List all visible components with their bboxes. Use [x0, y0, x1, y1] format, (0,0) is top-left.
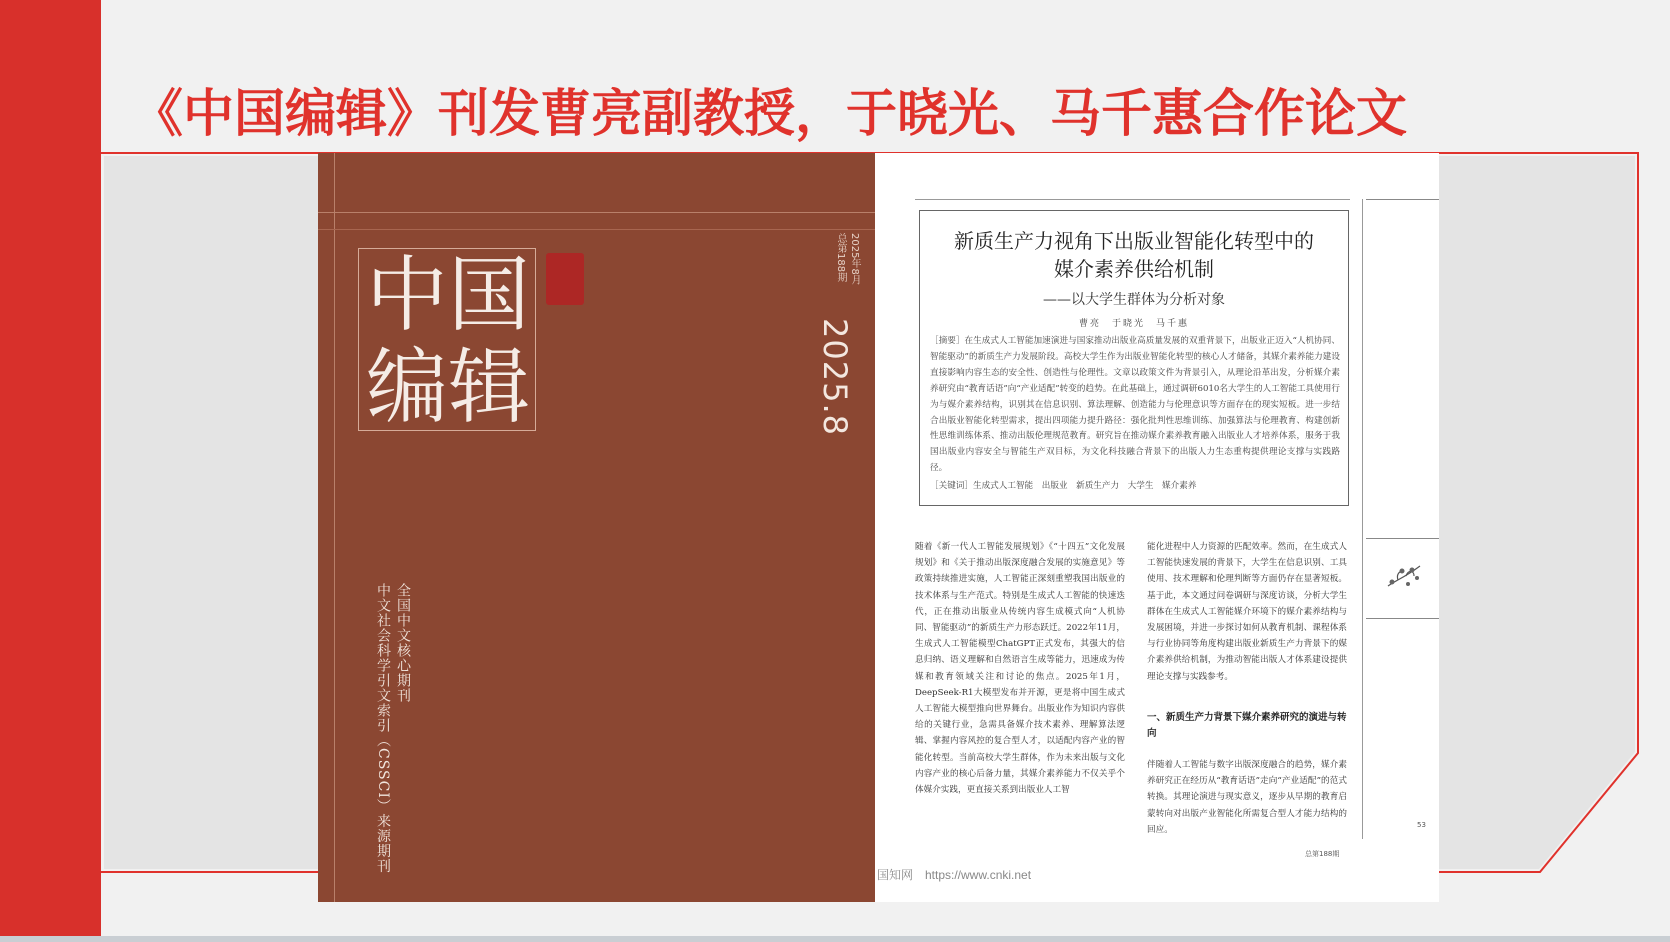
left-accent-bar: [0, 0, 101, 942]
body-column-2: 能化进程中人力资源的匹配效率。然而，在生成式人工智能快速发展的背景下，大学生在信息识别、工具使用、技术理解和伦理判断等方面仍存在显著短板。基于此，本文通过问卷调研与深度访谈，分析大学生群体在生成式人工智能媒介环境下的媒介素养结构与发展困境，并进一步探讨如何从教育机制、课程体系与行业协同等角度构建出版业新质生产力背景下的媒介素养供给机制，为推动智能出版人才体系建设提供理论支撑与实践参考。: [1147, 542, 1347, 682]
article-page-image: [875, 153, 1439, 902]
article-subtitle: ——以大学生群体为分析对象: [1043, 292, 1225, 308]
total-issue-label: 总第188期: [1305, 850, 1340, 858]
cssci-journal-text: 中文社会科学引文索引（CSSCI）来源期刊: [375, 583, 391, 874]
page-rule: [1366, 618, 1439, 619]
article-authors: 曹亮 于晓光 马千惠: [1078, 319, 1189, 329]
article-abstract: ［摘要］在生成式人工智能加速演进与国家推动出版业高质量发展的双重背景下，出版业正迈入“人机协同、智能驱动”的新质生产力发展阶段。高校大学生作为出版业智能化转型的核心人才储备，其媒介素养能力建设直接影响内容生态的安全性、创造性与伦理性。文章以政策文件为背景引入，从理论沿革出发，分析媒介素养研究由“教育话语”向“产业适配”转变的趋势。在此基础上，通过调研6010名大学生的人工智能工具使用行为与媒介素养结构，识别其在信息识别、算法理解、创造能力与伦理意识等方面存在的现实短板。进一步结合出版业智能化转型需求，提出四项能力提升路径：强化批判性思维训练、加强算法与伦理教育、构建创新性思维训练体系、推动出版伦理规范教育。研究旨在推动媒介素养教育融入出版业人才培养体系，服务于我国出版业内容安全与智能生产双目标，为文化科技融合背景下的出版人力生态重构提供理论支撑与实践路径。: [930, 336, 1340, 474]
cover-line: [334, 153, 335, 902]
body-column-1: 随着《新一代人工智能发展规划》《“十四五”文化发展规划》和《关于推动出版深度融合发展的实施意见》等政策持续推进实施，人工智能正深刻重塑我国出版业的技术体系与生产范式。特别是生成式人工智能的快速迭代，正在推动出版业从传统内容生成模式向“人机协同、智能驱动”的新质生产力形态跃迁。2022年11月，生成式人工智能模型ChatGPT正式发布，其强大的信息归纳、语义理解和自然语言生成等能力，迅速成为传媒和教育领域关注和讨论的焦点。2025年1月，DeepSeek-R1大模型发布并开源，更是将中国生成式人工智能大模型推向世界舞台。出版业作为知识内容供给的关键行业，急需具备媒介技术素养、理解算法逻辑、掌握内容风控的复合型人才，以适配内容产业的智能化转型。当前高校大学生群体，作为未来出版与文化内容产业的核心后备力量，其媒介素养能力不仅关乎个体媒介实践，更直接关系到出版业人工智: [915, 542, 1125, 796]
page-rule: [1362, 199, 1363, 839]
section-heading: 一、新质生产力背景下媒介素养研究的演进与转向: [1147, 712, 1347, 739]
article-title-line-1: 新质生产力视角下出版业智能化转型中的: [954, 229, 1314, 253]
seal-stamp-icon: [546, 253, 584, 305]
article-keywords: ［关键词］生成式人工智能 出版业 新质生产力 大学生 媒介素养: [930, 481, 1197, 491]
magazine-cover-image: [318, 153, 875, 902]
issue-number-text: 总第188期: [835, 233, 846, 283]
journal-name: 中国编辑: [366, 248, 531, 435]
cover-line: [318, 229, 875, 230]
body-column-3: 伴随着人工智能与数字出版深度融合的趋势，媒介素养研究正在经历从“教育话语”走向“产业适配”的范式转换。其理论演进与现实意义，逐步从早期的教育启蒙转向对出版产业智能化所需复合型人才能力结构的回应。: [1147, 760, 1347, 835]
issue-date: 2025.8: [816, 318, 854, 436]
cnki-watermark: 国知网 https://www.cnki.net: [877, 868, 1032, 882]
page-rule: [1366, 538, 1439, 539]
page-rule: [915, 199, 1350, 200]
core-journal-text: 全国中文核心期刊: [395, 583, 411, 703]
page-number: 53: [1417, 821, 1426, 829]
article-title: [919, 227, 1349, 283]
article-title-line-2: 媒介素养供给机制: [1054, 257, 1214, 281]
bottom-strip: [0, 936, 1670, 942]
flower-ornament-icon: [1384, 558, 1424, 592]
page-rule: [1366, 199, 1439, 200]
issue-month-text: 2025年8月: [849, 233, 860, 285]
cover-line: [318, 212, 875, 213]
slide-title: 《中国编辑》刊发曹亮副教授，于晓光、马千惠合作论文: [132, 85, 1408, 144]
